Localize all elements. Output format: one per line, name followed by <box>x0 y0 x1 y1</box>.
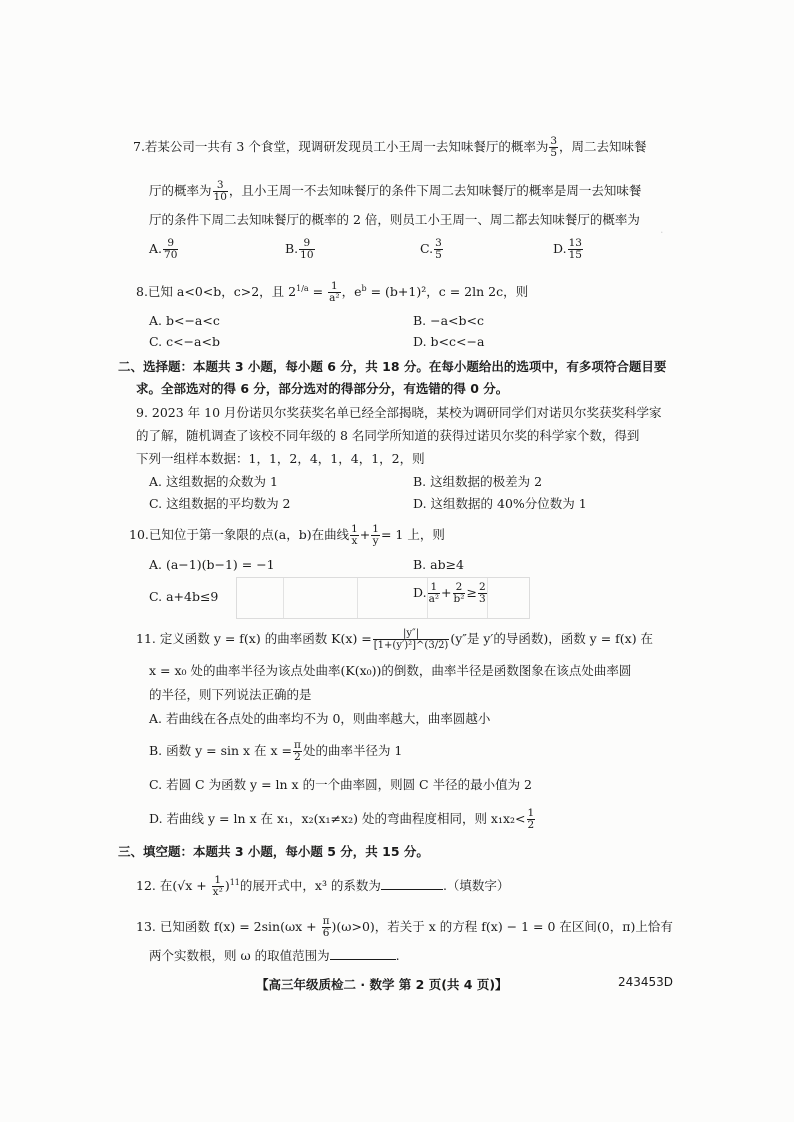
q11-line2: x = x₀ 处的曲率半径为该点处曲率(K(x₀))的倒数，曲率半径是函数图象在该点处曲率圆 <box>149 663 632 678</box>
q13-stem: 13. 已知函数 f(x) = 2sin(ωx + $\frac{\pi}{6}$ )(ω>0)，若关于 x 的方程 f(x) − 1 = 0 在区间(0，π)上恰有 <box>136 915 673 939</box>
q8-option-a: A. b<−a<c <box>149 313 220 328</box>
q7-line2: 厅的概率为 $\frac{3}{10}$ ，且小王周一不去知味餐厅的条件下周二去知味餐厅的概率是周一去知味餐 <box>149 179 642 203</box>
q7-option-a: A. $\frac{9}{70}$ <box>149 237 178 261</box>
q8-option-b: B. −a<b<c <box>413 313 485 328</box>
fraction: $\frac{3}{5}$ <box>550 135 558 159</box>
q10-stem: 10.已知位于第一象限的点(a，b)在曲线 $\frac{1}{x}$ + $\frac{1}{y}$ = 1 上，则 <box>129 523 445 547</box>
q11-option-a: A. 若曲线在各点处的曲率均不为 0，则曲率越大，曲率圆越小 <box>149 711 491 726</box>
q13-line2: 两个实数根，则 ω 的取值范围为 . <box>149 948 400 963</box>
q11-stem: 11. 定义函数 y = f(x) 的曲率函数 K(x) = $\frac{|y''|}{\text{[1+(y′)²]\textasciicircum{}(3/2)}}$ (y″是 y′的导函数)，函数 y = f(x) 在 <box>136 628 654 651</box>
q8-option-c: C. c<−a<b <box>149 334 220 349</box>
q11-line3: 的半径，则下列说法正确的是 <box>149 687 312 702</box>
q7-option-b: B. $\frac{9}{10}$ <box>285 237 314 261</box>
q9-option-a: A. 这组数据的众数为 1 <box>149 474 278 489</box>
section-2-heading: 二、选择题：本题共 3 小题，每小题 6 分，共 18 分。在每小题给出的选项中，有多项符合题目要 <box>118 359 667 374</box>
answer-blank[interactable] <box>381 877 443 890</box>
q8-stem: 8.已知 a<0<b，c>2，且 $2^{1/a}$ = $\frac{1}{\text{a²}}$ ，$e^b = (b+1)^2$，c = 2ln 2c，则 <box>136 280 529 305</box>
q9-line3: 下列一组样本数据：1，1，2，4，1，4，1，2，则 <box>136 451 425 466</box>
q8-option-d: D. b<c<−a <box>413 334 485 349</box>
q10-option-b: B. ab≥4 <box>413 557 465 572</box>
bleed-through-text: · <box>660 226 664 239</box>
page-footer-title: 【高三年级质检二 · 数学 第 2 页(共 4 页)】 <box>256 977 508 992</box>
paper-code: 243453D <box>618 975 674 989</box>
q7-line3: 厅的条件下周二去知味餐厅的概率的 2 倍，则员工小王周一、周二都去知味餐厅的概率为 <box>149 212 640 227</box>
q9-line1: 9. 2023 年 10 月份诺贝尔奖获奖名单已经全部揭晓，某校为调研同学们对诺贝尔奖获奖科学家 <box>136 405 662 420</box>
q11-option-c: C. 若圆 C 为函数 y = ln x 的一个曲率圆，则圆 C 半径的最小值为 2 <box>149 777 533 792</box>
q9-line2: 的了解，随机调查了该校不同年级的 8 名同学所知道的获得过诺贝尔奖的科学家个数，得到 <box>136 428 640 443</box>
q9-option-c: C. 这组数据的平均数为 2 <box>149 496 291 511</box>
q10-option-a: A. (a−1)(b−1) = −1 <box>149 557 275 572</box>
q7-option-d: D. $\frac{13}{15}$ <box>553 237 582 261</box>
q7-line1: 7.若某公司一共有 3 个食堂，现调研发现员工小王周一去知味餐厅的概率为 $\frac{3}{5}$ ，周二去知味餐 <box>133 135 647 159</box>
q9-option-d: D. 这组数据的 40%分位数为 1 <box>413 496 587 511</box>
q11-option-d: D. 若曲线 y = ln x 在 x₁，x₂(x₁≠x₂) 处的弯曲程度相同，则 x₁x₂< $\frac{1}{2}$ <box>149 807 535 831</box>
fraction: $\frac{3}{10}$ <box>213 179 227 203</box>
q11-option-b: B. 函数 y = sin x 在 x = $\frac{\pi}{2}$ 处的曲率半径为 1 <box>149 739 403 763</box>
q12-stem: 12. 在(√x + $\frac{1}{\text{x²}}$ )$^{11}$的展开式中，x³ 的系数为 .（填数字） <box>136 874 510 899</box>
answer-blank[interactable] <box>330 947 396 960</box>
q7-option-c: C. $\frac{3}{5}$ <box>420 237 442 261</box>
q10-option-d: D. $\frac{1}{\text{a²}}$ + $\frac{2}{\text{b²}}$ ≥ $\frac{2}{3}$ <box>413 581 486 605</box>
q10-option-c: C. a+4b≤9 <box>149 589 219 604</box>
q9-option-b: B. 这组数据的极差为 2 <box>413 474 543 489</box>
section-2-heading-cont: 求。全部选对的得 6 分，部分选对的得部分分，有选错的得 0 分。 <box>136 381 509 396</box>
section-3-heading: 三、填空题：本题共 3 小题，每小题 5 分，共 15 分。 <box>118 844 429 859</box>
